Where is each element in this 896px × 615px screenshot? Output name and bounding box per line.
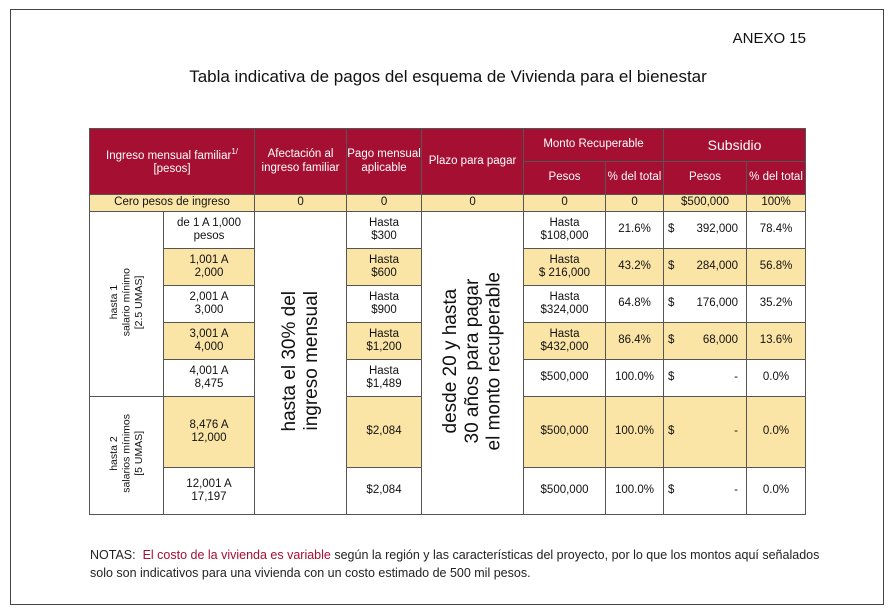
monto-pct-cell: 21.6% [606,212,664,249]
subsidio-cell: $ 176,000 [664,286,747,323]
monto-cell: Hasta $ 216,000 [524,249,606,286]
subsidio-cell: $ - [664,360,747,397]
monto-pct-cell: 86.4% [606,323,664,360]
col-afectacion: Afectación al ingreso familiar [255,129,347,195]
notes-label: NOTAS: [90,548,136,562]
monto-cell: $500,000 [524,468,606,515]
monto-cell: Hasta $432,000 [524,323,606,360]
col-monto: Monto Recuperable [524,129,664,162]
subsidio-cell: $ 284,000 [664,249,747,286]
col-monto-pct: % del total [606,162,664,195]
zero-subsidio-pct: 100% [747,195,806,212]
col-plazo: Plazo para pagar [422,129,524,195]
subsidio-pct-cell: 56.8% [747,249,806,286]
payment-cell: Hasta $600 [347,249,422,286]
monto-pct-cell: 100.0% [606,468,664,515]
monto-pct-cell: 43.2% [606,249,664,286]
income-range: 4,001 A 8,475 [164,360,255,397]
table-row [90,212,806,249]
notes [90,546,830,582]
notes-highlight: El costo de la vivienda es variable [142,548,331,562]
subsidio-cell: $ 68,000 [664,323,747,360]
notes-text: según la región y las características del proyecto, por lo que los montos aquí señalados solo son indicativos para una vivienda con un costo estimado de 500 mil pesos. [90,548,820,581]
group-label-2: hasta 2 salarios mínimos [5 UMAS] [90,397,164,515]
page-title: Tabla indicativa de pagos del esquema de Vivienda para el bienestar [189,67,707,86]
col-subsidio: Subsidio [664,129,806,162]
zero-afectacion: 0 [255,195,347,212]
payments-table [89,128,806,515]
income-range: 1,001 A 2,000 [164,249,255,286]
monto-pct-cell: 100.0% [606,397,664,468]
subsidio-pct-cell: 78.4% [747,212,806,249]
payment-cell: Hasta $1,489 [347,360,422,397]
afectacion-merged: hasta el 30% del ingreso mensual [255,212,347,515]
payment-cell: Hasta $1,200 [347,323,422,360]
subsidio-cell: $ 392,000 [664,212,747,249]
col-pago: Pago mensual aplicable [347,129,422,195]
group-label-1: hasta 1 salario mínimo [2.5 UMAS] [90,212,164,397]
zero-pago: 0 [347,195,422,212]
col-subsidio-pesos: Pesos [664,162,747,195]
payment-cell: $2,084 [347,468,422,515]
col-ingreso: Ingreso mensual familiar$^{1/}$ [pesos] [90,129,255,195]
income-range: 2,001 A 3,000 [164,286,255,323]
monto-cell: Hasta $108,000 [524,212,606,249]
col-subsidio-pct: % del total [747,162,806,195]
monto-pct-cell: 64.8% [606,286,664,323]
subsidio-cell: $ - [664,468,747,515]
table-row-zero [90,195,806,212]
zero-subsidio-pesos: $500,000 [664,195,747,212]
monto-cell: $500,000 [524,360,606,397]
subsidio-pct-cell: 13.6% [747,323,806,360]
col-monto-pesos: Pesos [524,162,606,195]
payment-cell: Hasta $900 [347,286,422,323]
subsidio-pct-cell: 0.0% [747,468,806,515]
annex-label: ANEXO 15 [732,30,806,47]
payment-cell: Hasta $300 [347,212,422,249]
income-range: 3,001 A 4,000 [164,323,255,360]
monto-cell: $500,000 [524,397,606,468]
payment-cell: $2,084 [347,397,422,468]
income-range: de 1 A 1,000 pesos [164,212,255,249]
subsidio-pct-cell: 0.0% [747,397,806,468]
zero-label: Cero pesos de ingreso [90,195,255,212]
monto-cell: Hasta $324,000 [524,286,606,323]
income-range: 8,476 A 12,000 [164,397,255,468]
subsidio-pct-cell: 35.2% [747,286,806,323]
zero-monto-pesos: 0 [524,195,606,212]
subsidio-pct-cell: 0.0% [747,360,806,397]
plazo-merged: desde 20 y hasta 30 años para pagar el monto recuperable [422,212,524,515]
income-range: 12,001 A 17,197 [164,468,255,515]
monto-pct-cell: 100.0% [606,360,664,397]
zero-plazo: 0 [422,195,524,212]
zero-monto-pct: 0 [606,195,664,212]
subsidio-cell: $ - [664,397,747,468]
